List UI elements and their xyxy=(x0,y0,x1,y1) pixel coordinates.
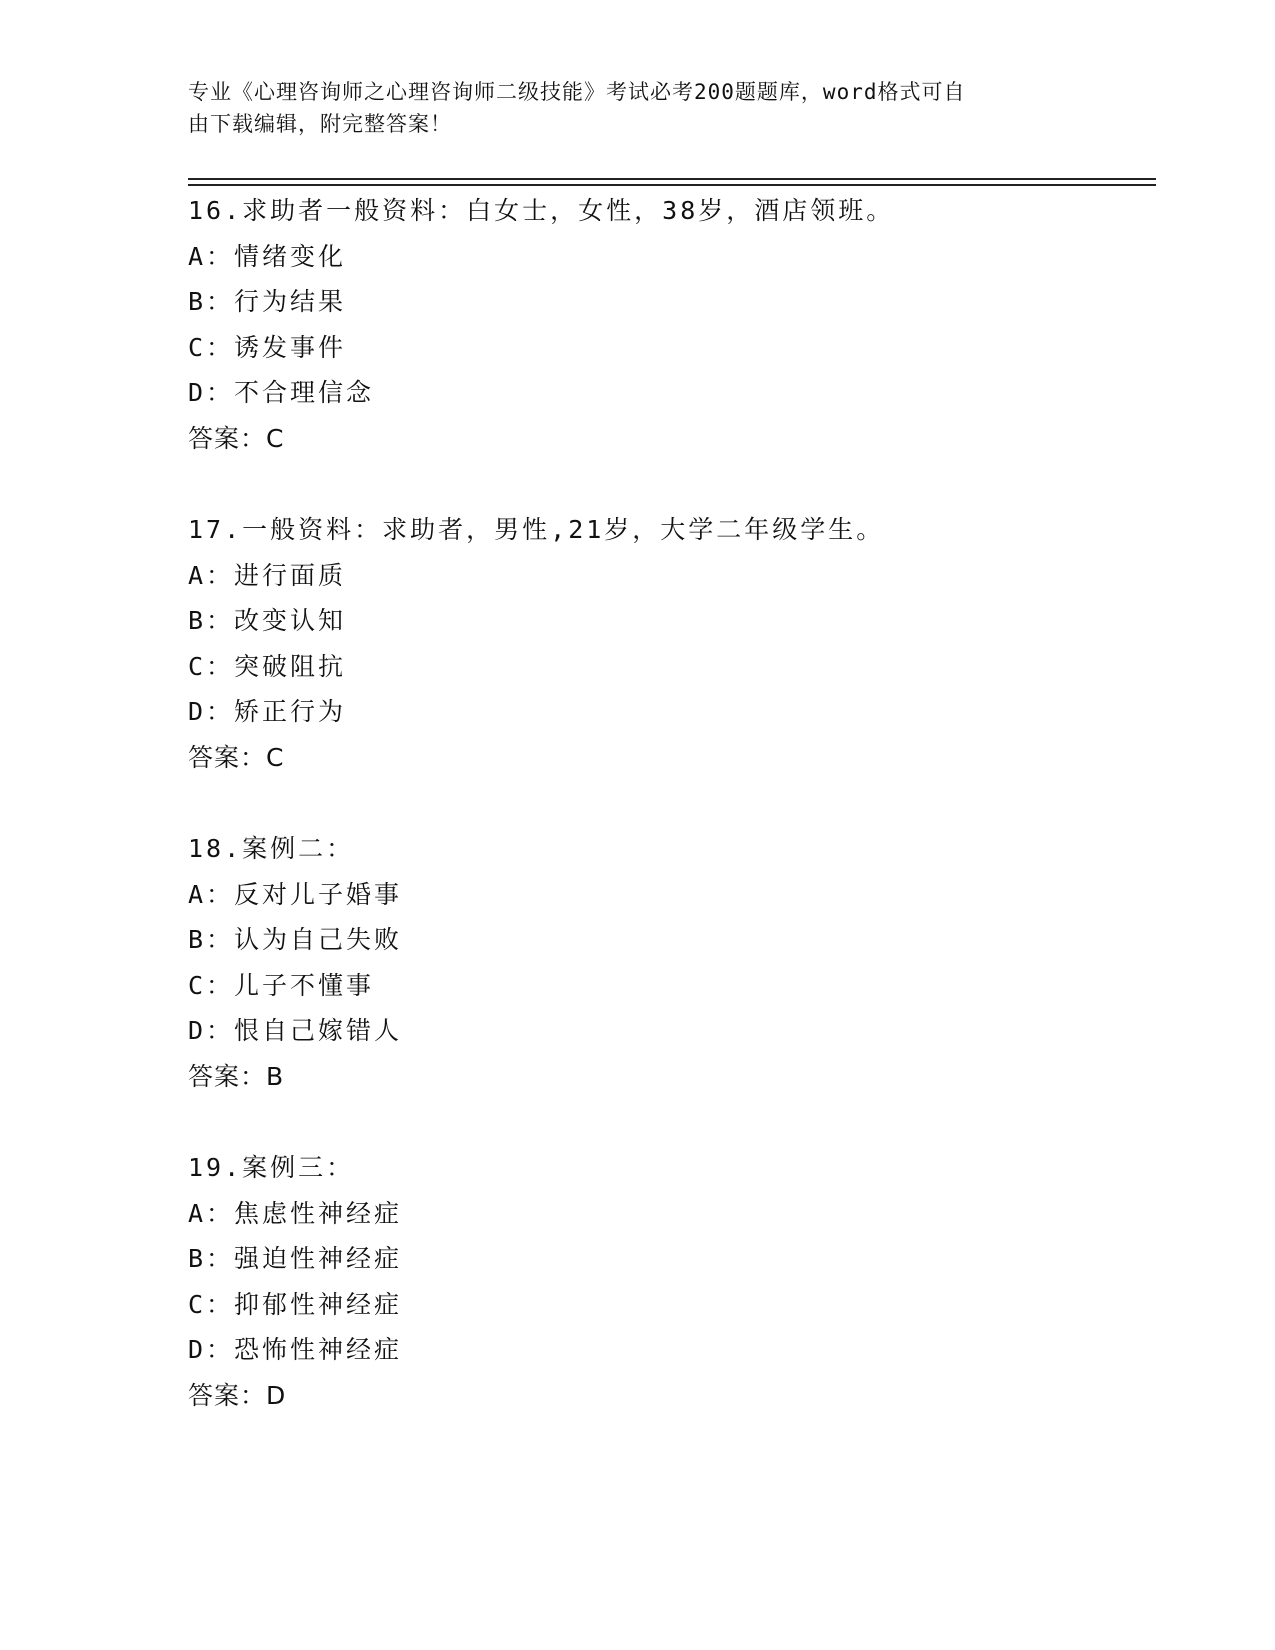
option-a: A：焦虑性神经症 xyxy=(188,1198,403,1228)
option-a: A：进行面质 xyxy=(188,560,347,590)
option-d: D：不合理信念 xyxy=(188,378,375,407)
option-b: B：改变认知 xyxy=(188,606,347,635)
answer-line: 答案：D xyxy=(188,1380,287,1410)
option-d: D：矫正行为 xyxy=(188,697,347,726)
answer-line: 答案：C xyxy=(188,423,285,453)
option-a: A：情绪变化 xyxy=(188,241,347,271)
question-17 xyxy=(188,507,1148,780)
question-16 xyxy=(188,188,1148,461)
header-line-2: 由下载编辑，附完整答案！ xyxy=(188,112,452,136)
divider-line xyxy=(188,184,1156,186)
question-19 xyxy=(188,1145,1148,1418)
question-stem: 17.一般资料：求助者，男性,21岁，大学二年级学生。 xyxy=(188,515,885,544)
question-stem: 16.求助者一般资料：白女士，女性，38岁，酒店领班。 xyxy=(188,196,895,225)
header-line-1: 专业《心理咨询师之心理咨询师二级技能》考试必考200题题库，word格式可自 xyxy=(188,80,966,104)
option-a: A：反对儿子婚事 xyxy=(188,879,403,909)
option-c: C：儿子不懂事 xyxy=(188,970,375,1000)
option-d: D：恐怖性神经症 xyxy=(188,1335,403,1364)
option-b: B：认为自己失败 xyxy=(188,925,403,954)
answer-line: 答案：B xyxy=(188,1061,285,1091)
option-c: C：抑郁性神经症 xyxy=(188,1289,403,1319)
document-header xyxy=(188,76,1088,140)
answer-line: 答案：C xyxy=(188,742,285,772)
option-d: D：恨自己嫁错人 xyxy=(188,1016,403,1045)
option-c: C：突破阻抗 xyxy=(188,651,347,681)
divider-line xyxy=(188,178,1156,180)
option-b: B：行为结果 xyxy=(188,287,347,316)
question-stem: 18.案例二： xyxy=(188,834,355,863)
option-b: B：强迫性神经症 xyxy=(188,1244,403,1273)
question-stem: 19.案例三： xyxy=(188,1153,355,1182)
question-18 xyxy=(188,826,1148,1099)
option-c: C：诱发事件 xyxy=(188,332,347,362)
